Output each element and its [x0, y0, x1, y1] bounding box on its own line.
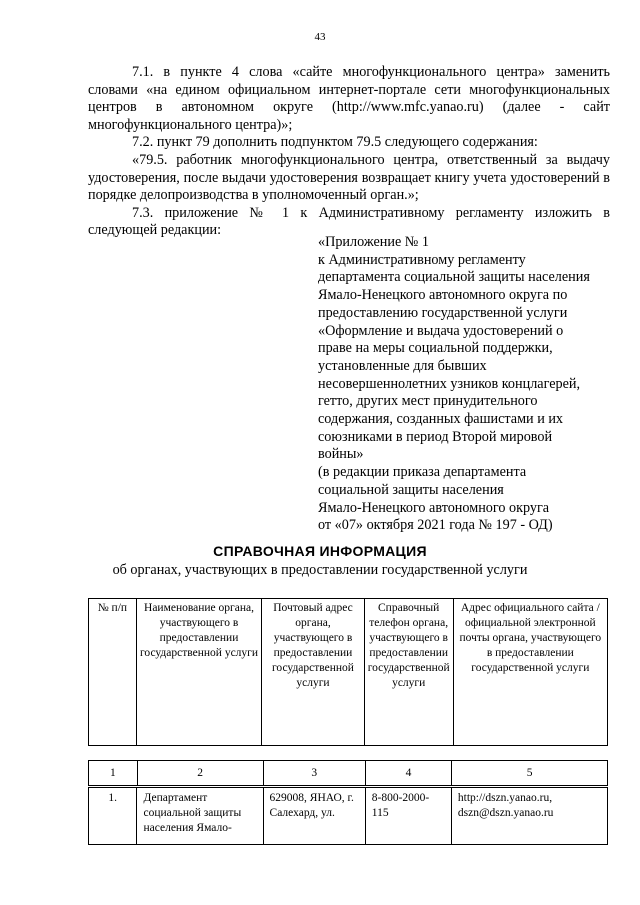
appendix-line: несовершеннолетних узников концлагерей, [318, 375, 581, 392]
appendix-line: гетто, других мест принудительного [318, 393, 538, 410]
header-row [89, 599, 608, 746]
appendix-line: союзниками в период Второй мировой [318, 428, 553, 445]
header-cell-num: № п/п [89, 599, 137, 746]
paragraph-79-5: «79.5. работник многофункционального центра, ответственный за выдачу удостоверения, после выдачи удостоверения возвращает книгу учета удостоверений в порядке делопроизводства в уполномоченный орган.»; [88, 151, 610, 204]
paragraph-7-1: 7.1. в пункте 4 слова «сайте многофункционального центра» заменить словами «на едином официальном интернет-портале сети многофункциональных центров в автономном округе (http://www.mfc.yanao.ru) (далее - сайт многофункционального центра)»; [88, 64, 610, 133]
header-cell-phone: Справочный телефон органа, участвующего в предоставлении государственной услуги [364, 599, 453, 746]
appendix-line: социальной защиты населения [318, 481, 504, 498]
data-table [88, 787, 608, 845]
appendix-line: содержания, созданных фашистами и их [318, 411, 564, 428]
appendix-line: Ямало-Ненецкого автономного округа по [318, 287, 568, 304]
appendix-line: департамента социальной защиты населения [318, 269, 590, 286]
appendix-line: праве на меры социальной поддержки, [318, 340, 553, 357]
page-number: 43 [314, 31, 326, 43]
appendix-line: Ямало-Ненецкого автономного округа [318, 499, 550, 516]
section-title: СПРАВОЧНАЯ ИНФОРМАЦИЯ [213, 543, 427, 559]
cell-site[interactable]: http://dszn.yanao.ru, dszn@dszn.yanao.ru [451, 788, 607, 845]
appendix-line: войны» [318, 446, 364, 463]
cell-phone: 8-800-2000-115 [365, 788, 451, 845]
column-number: 5 [452, 761, 608, 786]
header-table [88, 598, 608, 746]
header-cell-address: Почтовый адрес органа, участвующего в предоставлении государственной услуги [262, 599, 364, 746]
appendix-line: от «07» октября 2021 года № 197 - ОД) [318, 517, 553, 534]
appendix-line: (в редакции приказа департамента [318, 464, 527, 481]
cell-address: 629008, ЯНАО, г. Салехард, ул. [263, 788, 365, 845]
column-number-table [88, 760, 608, 786]
table-row [89, 788, 608, 845]
column-number: 1 [89, 761, 138, 786]
column-number-row [89, 761, 608, 786]
amendment-text [88, 64, 610, 240]
header-cell-name: Наименование органа, участвующего в предоставлении государственной услуги [136, 599, 262, 746]
appendix-header [318, 234, 618, 535]
paragraph-7-3: 7.3. приложение № 1 к Административному регламенту изложить в следующей редакции: [88, 204, 610, 239]
section-subtitle: об органах, участвующих в предоставлении государственной услуги [112, 562, 528, 578]
appendix-line: установленные для бывших [318, 357, 487, 374]
header-cell-site: Адрес официального сайта /официальной электронной почты органа, участвующего в предоставлении государственной услуги [453, 599, 607, 746]
column-number: 3 [263, 761, 365, 786]
appendix-line: к Административному регламенту [318, 251, 526, 268]
appendix-line: «Оформление и выдача удостоверений о [318, 322, 564, 339]
paragraph-7-2: 7.2. пункт 79 дополнить подпунктом 79.5 следующего содержания: [132, 134, 538, 151]
column-number: 2 [137, 761, 263, 786]
appendix-line: предоставлению государственной услуги [318, 304, 568, 321]
cell-name: Департамент социальной защиты населения Ямало- [137, 788, 263, 845]
column-number: 4 [365, 761, 451, 786]
cell-num: 1. [89, 788, 137, 845]
appendix-line: «Приложение № 1 [318, 234, 429, 250]
